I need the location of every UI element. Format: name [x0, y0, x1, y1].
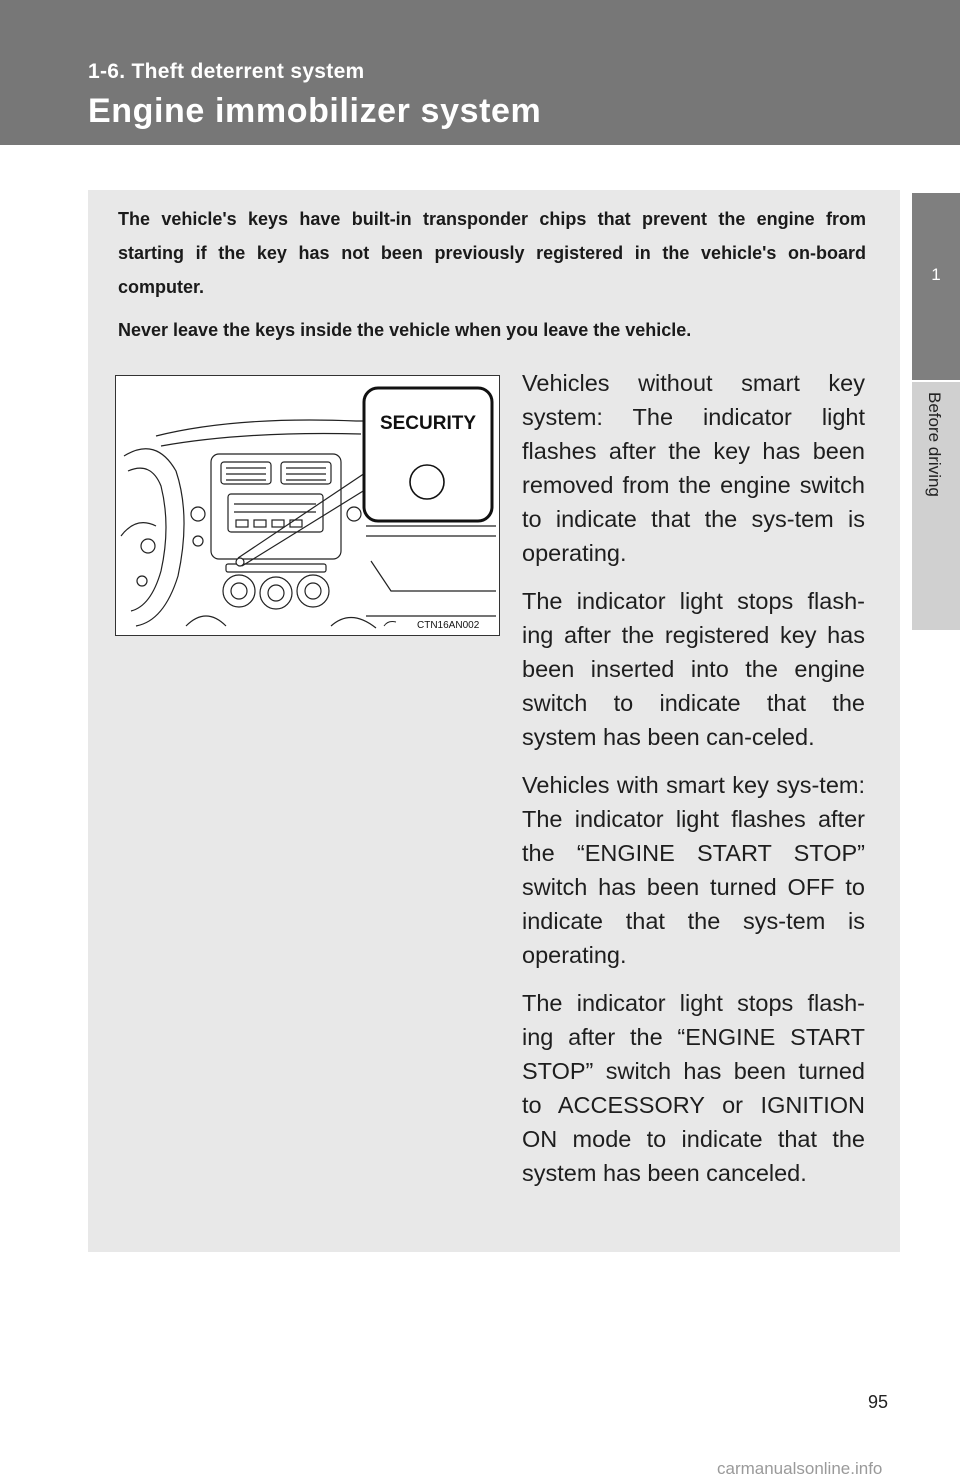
- chapter-number: 1: [931, 265, 941, 284]
- section-label: 1-6. Theft deterrent system: [88, 60, 365, 83]
- indicator-light-location: [236, 558, 244, 566]
- watermark: carmanualsonline.info: [717, 1459, 883, 1478]
- security-callout-label: SECURITY: [379, 413, 477, 434]
- page-title: Engine immobilizer system: [88, 92, 542, 130]
- chapter-tab: [912, 193, 960, 380]
- climate-knob-left: [223, 575, 255, 607]
- intro-text: The vehicle's keys have built-in transponder chips that prevent the engine from starting if the key has not been previously registered in the vehicle's on-board computer.: [118, 209, 866, 297]
- dashboard-drawing: [116, 376, 501, 637]
- steering-wheel-outline: [124, 449, 184, 626]
- climate-knob-right: [297, 575, 329, 607]
- figure-code: CTN16AN002: [417, 620, 480, 631]
- climate-knob-center: [260, 577, 292, 609]
- chapter-title: Before driving: [925, 392, 944, 497]
- security-callout-box: [364, 388, 492, 521]
- security-indicator-icon: [410, 465, 444, 499]
- page-number: 95: [868, 1392, 889, 1412]
- body-column: [522, 366, 865, 1204]
- warning-text: Never leave the keys inside the vehicle when you leave the vehicle.: [118, 320, 692, 340]
- dashboard-illustration: [115, 375, 500, 636]
- body-paragraph: The indicator light stops flash-ing after the “ENGINE START STOP” switch has been turned to ACCESSORY or IGNITION ON mode to indicate that the system has been canceled.: [522, 990, 865, 1186]
- body-paragraph: The indicator light stops flash-ing after the registered key has been inserted into the engine switch to indicate that the system has been can-celed.: [522, 588, 865, 750]
- body-paragraph: Vehicles with smart key sys-tem: The indicator light flashes after the “ENGINE START STOP” switch has been turned OFF to indicate that the sys-tem is operating.: [522, 772, 865, 968]
- body-paragraph: Vehicles without smart key system: The indicator light flashes after the key has been removed from the engine switch to indicate that the sys-tem is operating.: [522, 370, 865, 566]
- center-stack: [211, 454, 341, 559]
